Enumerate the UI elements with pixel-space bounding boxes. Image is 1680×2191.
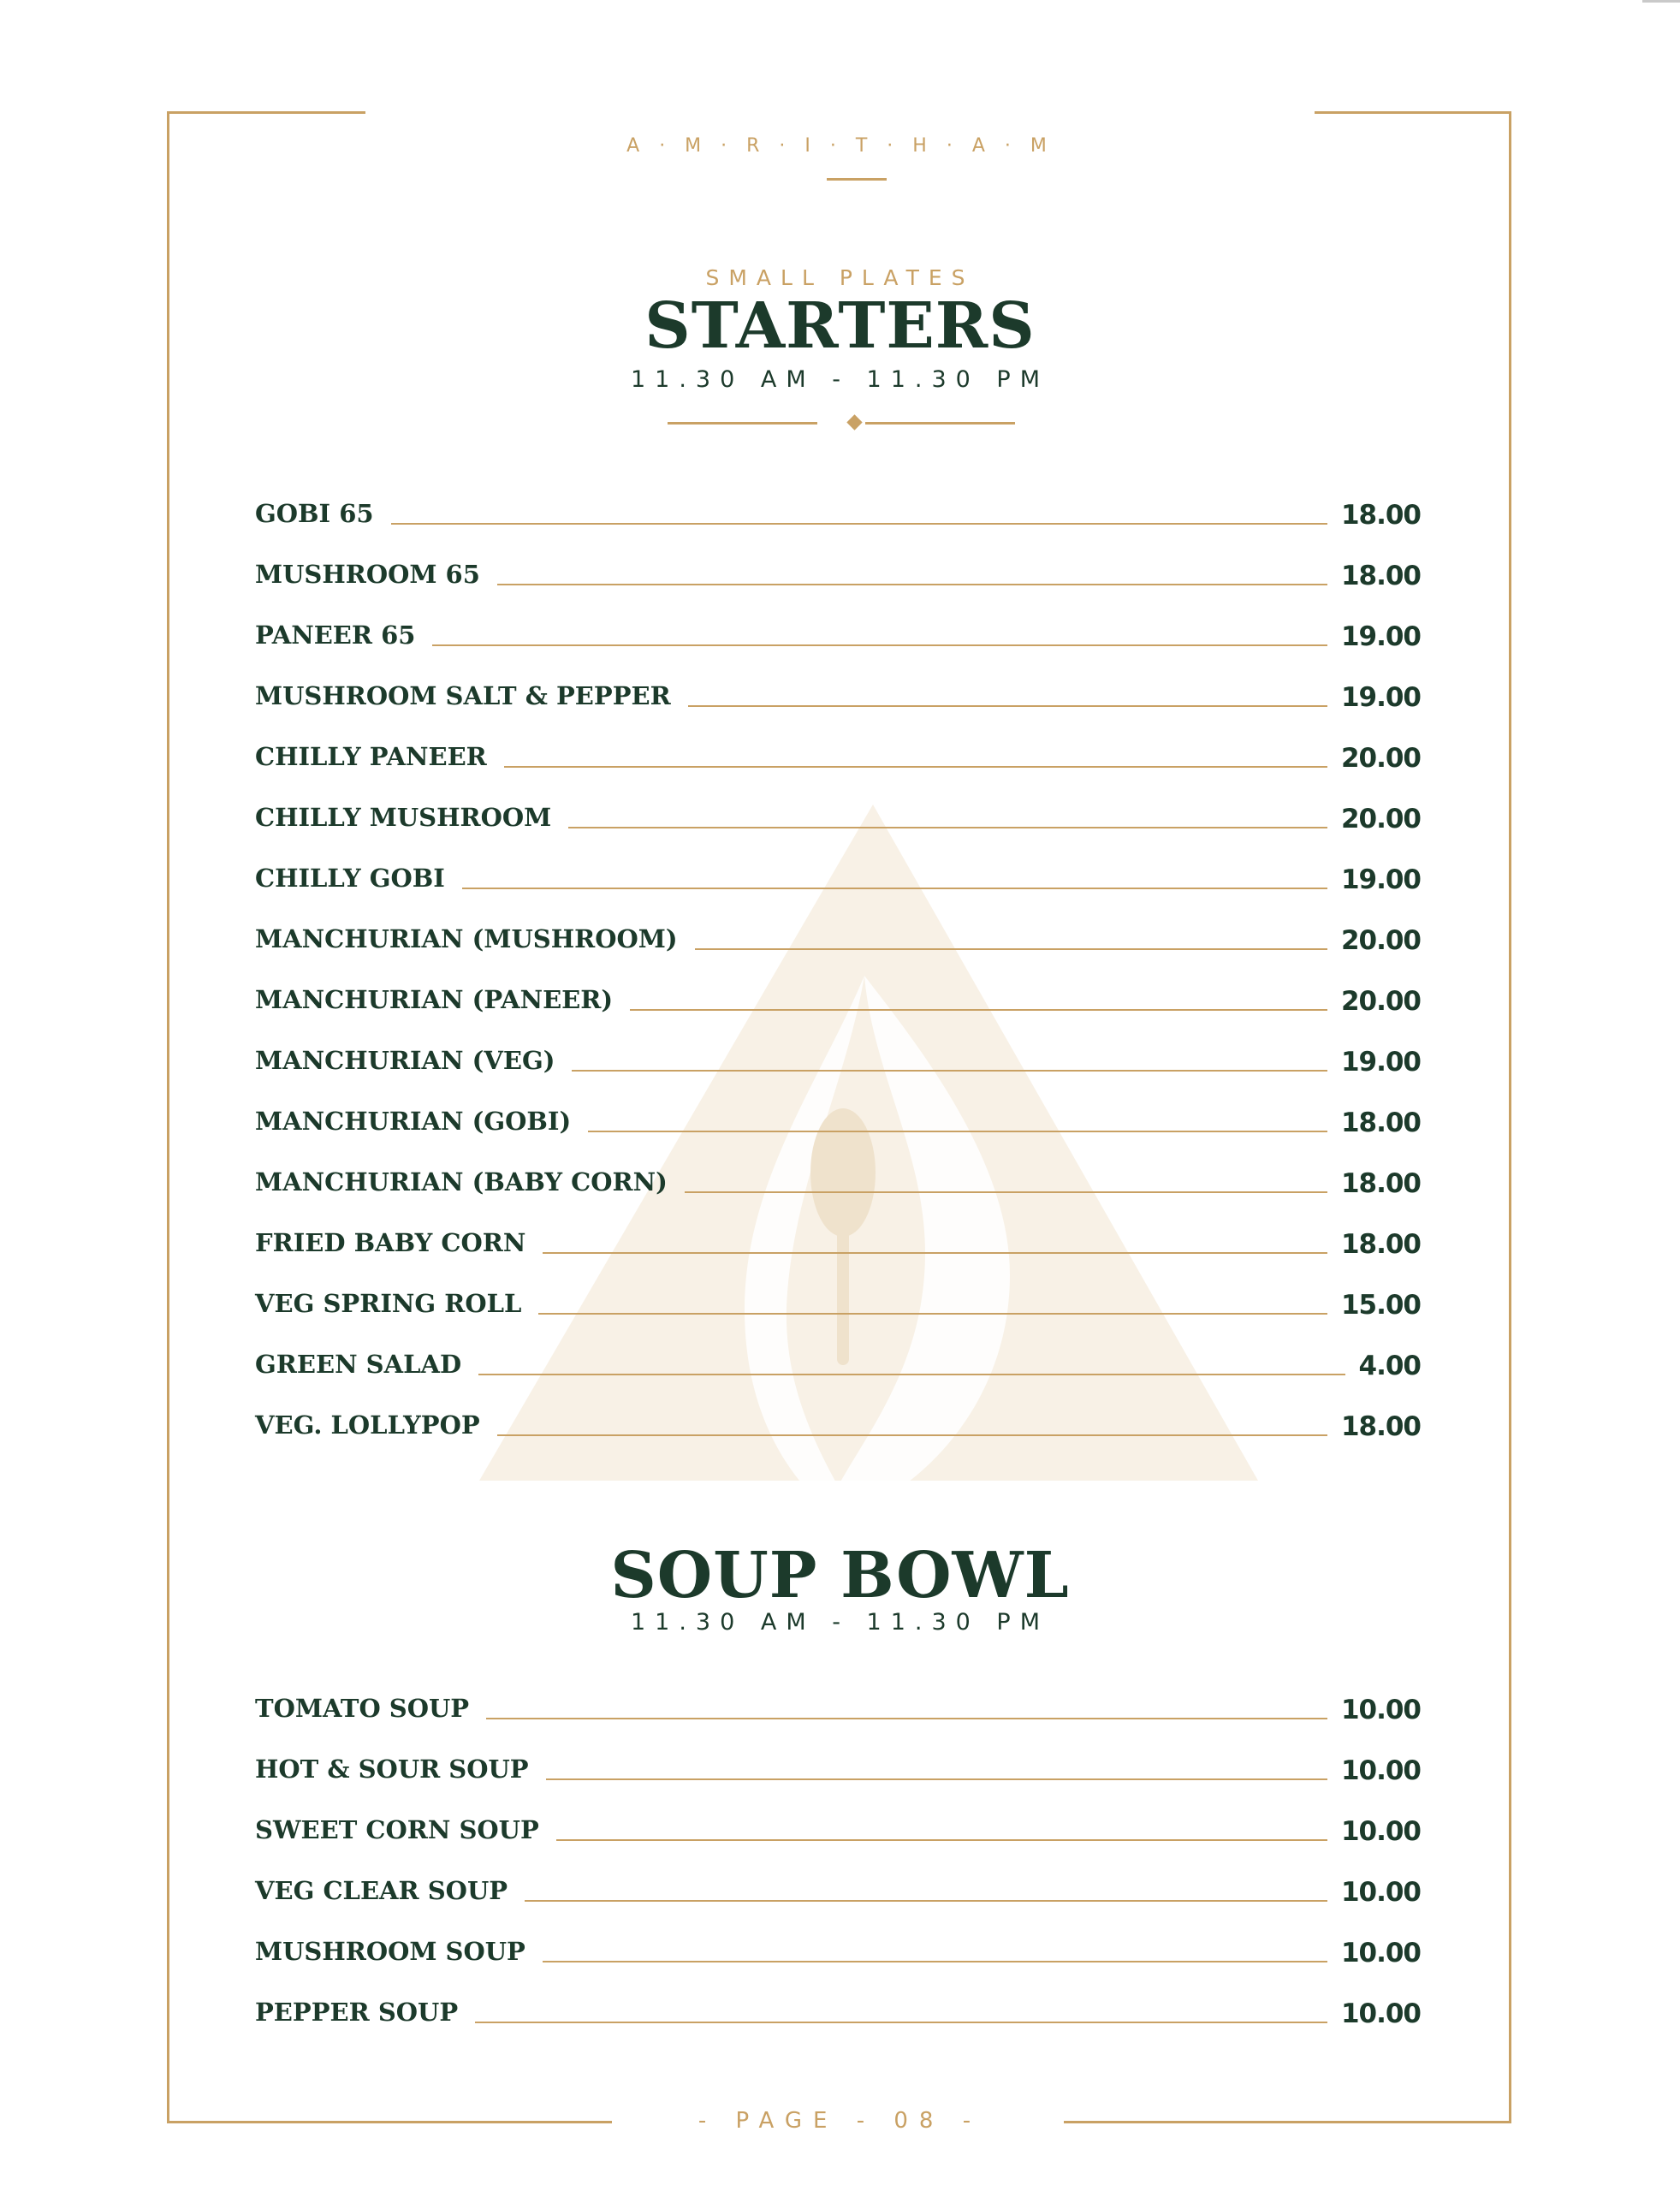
item-price: 20.00	[1340, 925, 1421, 956]
leader-line	[462, 888, 1327, 889]
item-price: 18.00	[1340, 561, 1421, 591]
starters-hours: 11.30 AM - 11.30 PM	[630, 366, 1049, 393]
leader-line	[556, 1839, 1327, 1841]
item-price: 20.00	[1340, 986, 1421, 1017]
leader-line	[588, 1131, 1327, 1132]
leader-line	[543, 1961, 1327, 1962]
item-price: 19.00	[1340, 1047, 1421, 1078]
divider-left	[668, 422, 817, 425]
leader-line	[497, 584, 1327, 585]
item-price: 10.00	[1340, 1695, 1421, 1725]
leader-line	[475, 2022, 1327, 2023]
leader-line	[497, 1434, 1327, 1436]
menu-item	[255, 530, 1421, 591]
soup-list	[255, 1664, 1421, 2028]
page-number: - PAGE - 08 -	[698, 2108, 982, 2134]
soup-hours: 11.30 AM - 11.30 PM	[630, 1609, 1049, 1636]
menu-item	[255, 591, 1421, 651]
menu-item	[255, 1381, 1421, 1441]
item-name: CHILLY PANEER	[255, 742, 487, 771]
item-price: 10.00	[1340, 1998, 1421, 2029]
item-name: CHILLY GOBI	[255, 864, 445, 893]
brand-name: A · M · R · I · T · H · A · M	[626, 135, 1054, 157]
menu-item	[255, 1725, 1421, 1785]
item-name: VEG. LOLLYPOP	[255, 1410, 480, 1440]
frame-top-left	[167, 111, 365, 114]
item-name: MUSHROOM SOUP	[255, 1937, 525, 1966]
item-name: MANCHURIAN (MUSHROOM)	[255, 924, 678, 953]
leader-line	[538, 1313, 1327, 1315]
item-name: VEG SPRING ROLL	[255, 1289, 522, 1318]
menu-item	[255, 1077, 1421, 1137]
item-price: 10.00	[1340, 1938, 1421, 1968]
leader-line	[486, 1718, 1327, 1719]
leader-line	[525, 1900, 1327, 1902]
brand-rule	[827, 178, 887, 181]
item-name: MANCHURIAN (GOBI)	[255, 1107, 572, 1136]
item-name: MANCHURIAN (BABY CORN)	[255, 1167, 668, 1196]
item-name: SWEET CORN SOUP	[255, 1815, 539, 1844]
leader-line	[685, 1191, 1327, 1193]
menu-item	[255, 1016, 1421, 1077]
menu-item	[255, 469, 1421, 530]
leader-line	[543, 1252, 1327, 1254]
item-name: HOT & SOUR SOUP	[255, 1755, 529, 1784]
item-name: GOBI 65	[255, 499, 374, 528]
corner-mark	[1642, 0, 1680, 3]
item-price: 15.00	[1340, 1290, 1421, 1321]
item-name: FRIED BABY CORN	[255, 1228, 526, 1257]
leader-line	[432, 644, 1327, 646]
leader-line	[568, 827, 1327, 828]
menu-item	[255, 651, 1421, 712]
divider-right	[865, 422, 1015, 425]
item-name: TOMATO SOUP	[255, 1694, 470, 1723]
menu-item	[255, 712, 1421, 773]
leader-line	[572, 1070, 1327, 1072]
item-price: 10.00	[1340, 1755, 1421, 1786]
item-name: MUSHROOM SALT & PEPPER	[255, 681, 671, 710]
item-price: 19.00	[1340, 682, 1421, 713]
leader-line	[391, 523, 1327, 525]
item-name: VEG CLEAR SOUP	[255, 1876, 508, 1905]
diamond-ornament-icon	[846, 414, 862, 430]
menu-item	[255, 773, 1421, 834]
leader-line	[504, 766, 1327, 768]
item-price: 18.00	[1340, 1229, 1421, 1260]
item-price: 18.00	[1340, 500, 1421, 531]
menu-item	[255, 955, 1421, 1016]
frame-left	[167, 111, 169, 2123]
item-name: GREEN SALAD	[255, 1350, 462, 1379]
item-price: 20.00	[1340, 804, 1421, 834]
frame-right	[1509, 111, 1511, 2123]
menu-item	[255, 834, 1421, 894]
item-name: MANCHURIAN (VEG)	[255, 1046, 555, 1075]
leader-line	[695, 948, 1327, 950]
item-price: 19.00	[1340, 621, 1421, 652]
leader-line	[688, 705, 1327, 707]
menu-item	[255, 1137, 1421, 1198]
item-name: PEPPER SOUP	[255, 1998, 459, 2027]
frame-top-right	[1315, 111, 1511, 114]
starters-eyebrow: SMALL PLATES	[705, 265, 975, 290]
menu-item	[255, 894, 1421, 955]
menu-item	[255, 1785, 1421, 1846]
menu-item	[255, 1320, 1421, 1381]
item-price: 4.00	[1358, 1351, 1421, 1381]
starters-list	[255, 469, 1421, 1441]
item-price: 20.00	[1340, 743, 1421, 774]
item-price: 18.00	[1340, 1107, 1421, 1138]
menu-item	[255, 1846, 1421, 1907]
item-price: 10.00	[1340, 1816, 1421, 1847]
leader-line	[478, 1374, 1345, 1375]
item-name: PANEER 65	[255, 620, 416, 650]
leader-line	[630, 1009, 1327, 1011]
item-name: CHILLY MUSHROOM	[255, 803, 552, 832]
item-name: MUSHROOM 65	[255, 560, 480, 589]
soup-title: SOUP BOWL	[610, 1539, 1070, 1612]
menu-item	[255, 1259, 1421, 1320]
item-price: 18.00	[1340, 1168, 1421, 1199]
item-price: 18.00	[1340, 1411, 1421, 1442]
leader-line	[546, 1778, 1327, 1780]
menu-item	[255, 1664, 1421, 1725]
menu-item	[255, 1907, 1421, 1968]
item-price: 10.00	[1340, 1877, 1421, 1908]
item-price: 19.00	[1340, 864, 1421, 895]
starters-title: STARTERS	[644, 289, 1036, 363]
item-name: MANCHURIAN (PANEER)	[255, 985, 614, 1014]
menu-item	[255, 1968, 1421, 2028]
menu-item	[255, 1198, 1421, 1259]
